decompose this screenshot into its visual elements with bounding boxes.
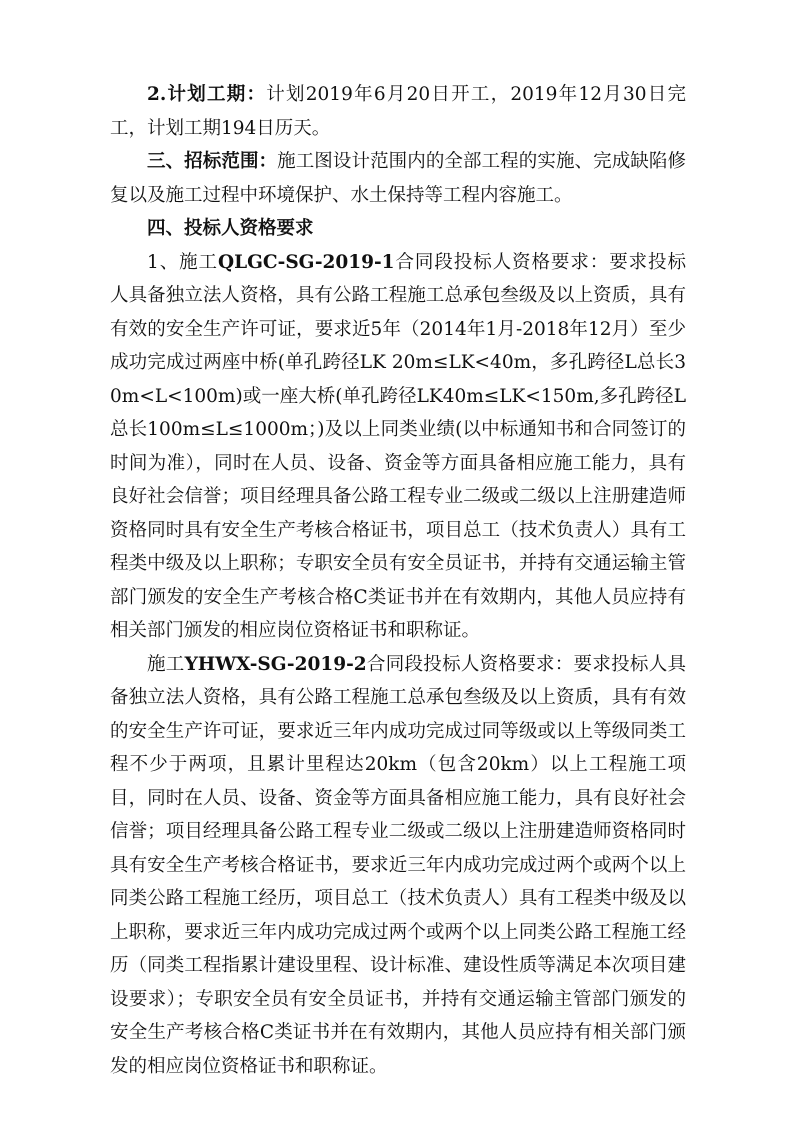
lot1-code: QLGC-SG-2019-1 (218, 251, 395, 273)
lot1-text: 合同段投标人资格要求：要求投标人具备独立法人资格，具有公路工程施工总承包叁级及以上资质，具有有效的安全生产许可证，要求近5年（2014年1月-2018年12月）至少成功完成过两座中桥(单孔跨径LK 20m≤LK<40m，多孔跨径L总长30m<L<100m)或一座大桥(单孔跨径LK40m≤LK<150m,多孔跨径L总长100m≤L≤1000m；)及以上同类业绩(以中标通知书和合同签订的时间为准），同时在人员、设备、资金等方面具备相应施工能力，具有良好社会信誉；项目经理具备公路工程专业二级或二级以上注册建造师资格同时具有安全生产考核合格证书，项目总工（技术负责人）具有工程类中级及以上职称；专职安全员有安全员证书，并持有交通运输主管部门颁发的安全生产考核合格C类证书并在有效期内，其他人员应持有相关部门颁发的相应岗位资格证书和职称证。 (110, 251, 686, 641)
heading-construction-period: 2.计划工期： (147, 84, 267, 105)
lot2-code: YHWX-SG-2019-2 (184, 653, 367, 675)
paragraph-bidding-scope (110, 145, 686, 212)
text-bidding-scope: 施工图设计范围内的全部工程的实施、完成缺陷修复以及施工过程中环境保护、水土保持等工程内容施工。 (110, 151, 686, 206)
paragraph-construction-period (110, 78, 686, 145)
text-construction-period: 计划2019年6月20日开工，2019年12月30日完工，计划工期194日历天。 (110, 84, 686, 139)
paragraph-lot1-qualification (110, 246, 686, 648)
lot2-text: 合同段投标人资格要求：要求投标人具备独立法人资格，具有公路工程施工总承包叁级及以上资质，具有有效的安全生产许可证，要求近三年内成功完成过同等级或以上等级同类工程不少于两项，且累计里程达20km（包含20km）以上工程施工项目，同时在人员、设备、资金等方面具备相应施工能力，具有良好社会信誉；项目经理具备公路工程专业二级或二级以上注册建造师资格同时具有安全生产考核合格证书，要求近三年内成功完成过两个或两个以上同类公路工程施工经历，项目总工（技术负责人）具有工程类中级及以上职称，要求近三年内成功完成过两个或两个以上同类公路工程施工经历（同类工程指累计建设里程、设计标准、建设性质等满足本次项目建设要求）；专职安全员有安全员证书，并持有交通运输主管部门颁发的安全生产考核合格C类证书并在有效期内，其他人员应持有相关部门颁发的相应岗位资格证书和职称证。 (110, 653, 686, 1077)
paragraph-lot2-qualification (110, 648, 686, 1084)
heading-bidder-qualification: 四、投标人资格要求 (147, 218, 314, 239)
lot1-prefix: 1、施工 (147, 251, 218, 273)
lot2-prefix: 施工 (147, 653, 185, 675)
heading-bidding-scope: 三、招标范围： (147, 151, 278, 172)
